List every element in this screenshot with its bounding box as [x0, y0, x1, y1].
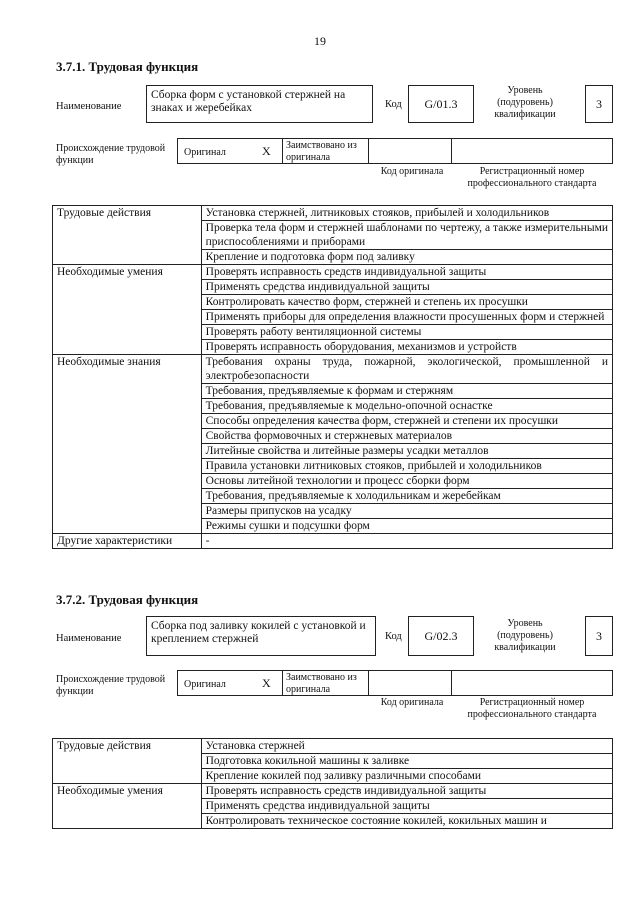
table-cell: Проверять исправность оборудования, механизмов и устройств: [201, 340, 612, 355]
level-value: 3: [596, 629, 602, 643]
group-head: Необходимые умения: [53, 784, 202, 829]
original-label: Оригинал: [184, 679, 226, 690]
code-label: Код: [385, 631, 402, 642]
group-head: Необходимые умения: [53, 265, 202, 355]
table-cell: Подготовка кокильной машины к заливке: [201, 754, 612, 769]
table-row: [53, 355, 613, 384]
reg-number-cell: [451, 138, 613, 164]
table-cell: Свойства формовочных и стержневых материалов: [201, 429, 612, 444]
reg-number-label: Регистрационный номер профессионального стандарта: [467, 697, 597, 720]
table-cell: Крепление и подготовка форм под заливку: [201, 250, 612, 265]
table-row: [53, 739, 613, 754]
table-cell: Проверять исправность средств индивидуальной защиты: [201, 784, 612, 799]
level-label: Уровень (подуровень) квалификации: [494, 618, 556, 653]
group-head: Другие характеристики: [53, 534, 202, 549]
table-cell: Требования, предъявляемые к модельно-опочной оснастке: [201, 399, 612, 414]
function-table: [52, 738, 613, 829]
borrowed-cell: [282, 670, 369, 696]
table-cell: Литейные свойства и литейные размеры усадки металлов: [201, 444, 612, 459]
code-original-cell: [368, 138, 452, 164]
table-cell: Размеры припусков на усадку: [201, 504, 612, 519]
name-value: Сборка под заливку кокилей с установкой и креплением стержней: [151, 620, 366, 645]
code-label: Код: [385, 99, 402, 110]
table-row: [53, 206, 613, 221]
level-value: 3: [596, 97, 602, 111]
table-cell: -: [201, 534, 612, 549]
group-head: Трудовые действия: [53, 739, 202, 784]
borrowed-label: Заимствовано из оригинала: [286, 672, 357, 695]
reg-number-cell: [451, 670, 613, 696]
table-row: [53, 534, 613, 549]
code-original-label: Код оригинала: [380, 697, 444, 708]
table-cell: Проверять работу вентиляционной системы: [201, 325, 612, 340]
name-field: [146, 85, 373, 123]
table-cell: Режимы сушки и подсушки форм: [201, 519, 612, 534]
table-cell: Основы литейной технологии и процесс сборки форм: [201, 474, 612, 489]
original-cell: [177, 670, 283, 696]
table-cell: Применять средства индивидуальной защиты: [201, 280, 612, 295]
table-cell: Установка стержней: [201, 739, 612, 754]
original-mark: X: [262, 676, 271, 690]
page-number: 19: [314, 34, 326, 48]
code-value: G/02.3: [424, 629, 458, 643]
table-cell: Контролировать качество форм, стержней и степень их просушки: [201, 295, 612, 310]
original-cell: [177, 138, 283, 164]
table-cell: Требования охраны труда, пожарной, экологической, промышленной и электробезопасности: [201, 355, 612, 384]
table-cell: Установка стержней, литниковых стояков, прибылей и холодильников: [201, 206, 612, 221]
borrowed-cell: [282, 138, 369, 164]
section-title: 3.7.1. Трудовая функция: [56, 59, 199, 74]
original-label: Оригинал: [184, 147, 226, 158]
table-cell: Способы определения качества форм, стержней и степени их просушки: [201, 414, 612, 429]
code-field: [408, 85, 474, 123]
name-label: Наименование: [56, 633, 122, 644]
level-label: Уровень (подуровень) квалификации: [494, 85, 556, 120]
table-cell: Проверка тела форм и стержней шаблонами по чертежу, а также измерительными приспособлениями и приборами: [201, 221, 612, 250]
table-cell: Проверять исправность средств индивидуальной защиты: [201, 265, 612, 280]
table-cell: Применять приборы для определения влажности просушенных форм и стержней: [201, 310, 612, 325]
code-value: G/01.3: [424, 97, 458, 111]
group-head: Трудовые действия: [53, 206, 202, 265]
code-original-cell: [368, 670, 452, 696]
table-cell: Крепление кокилей под заливку различными способами: [201, 769, 612, 784]
function-table: [52, 205, 613, 549]
level-field: [585, 616, 613, 656]
table-cell: Применять средства индивидуальной защиты: [201, 799, 612, 814]
table-cell: Правила установки литниковых стояков, прибылей и холодильников: [201, 459, 612, 474]
table-cell: Требования, предъявляемые к холодильникам и жеребейкам: [201, 489, 612, 504]
origin-label: Происхождение трудовой функции: [56, 674, 166, 697]
original-mark: X: [262, 144, 271, 158]
name-field: [146, 616, 376, 656]
level-field: [585, 85, 613, 123]
origin-label: Происхождение трудовой функции: [56, 143, 166, 166]
name-label: Наименование: [56, 101, 122, 112]
group-head: Необходимые знания: [53, 355, 202, 534]
reg-number-label: Регистрационный номер профессионального стандарта: [467, 166, 597, 189]
table-row: [53, 784, 613, 799]
section-title: 3.7.2. Трудовая функция: [56, 592, 199, 607]
code-original-label: Код оригинала: [380, 166, 444, 177]
name-value: Сборка форм с установкой стержней на знаках и жеребейках: [151, 89, 346, 114]
table-cell: Требования, предъявляемые к формам и стержням: [201, 384, 612, 399]
table-row: [53, 265, 613, 280]
table-cell: Контролировать техническое состояние кокилей, кокильных машин и: [201, 814, 612, 829]
code-field: [408, 616, 474, 656]
borrowed-label: Заимствовано из оригинала: [286, 140, 357, 163]
